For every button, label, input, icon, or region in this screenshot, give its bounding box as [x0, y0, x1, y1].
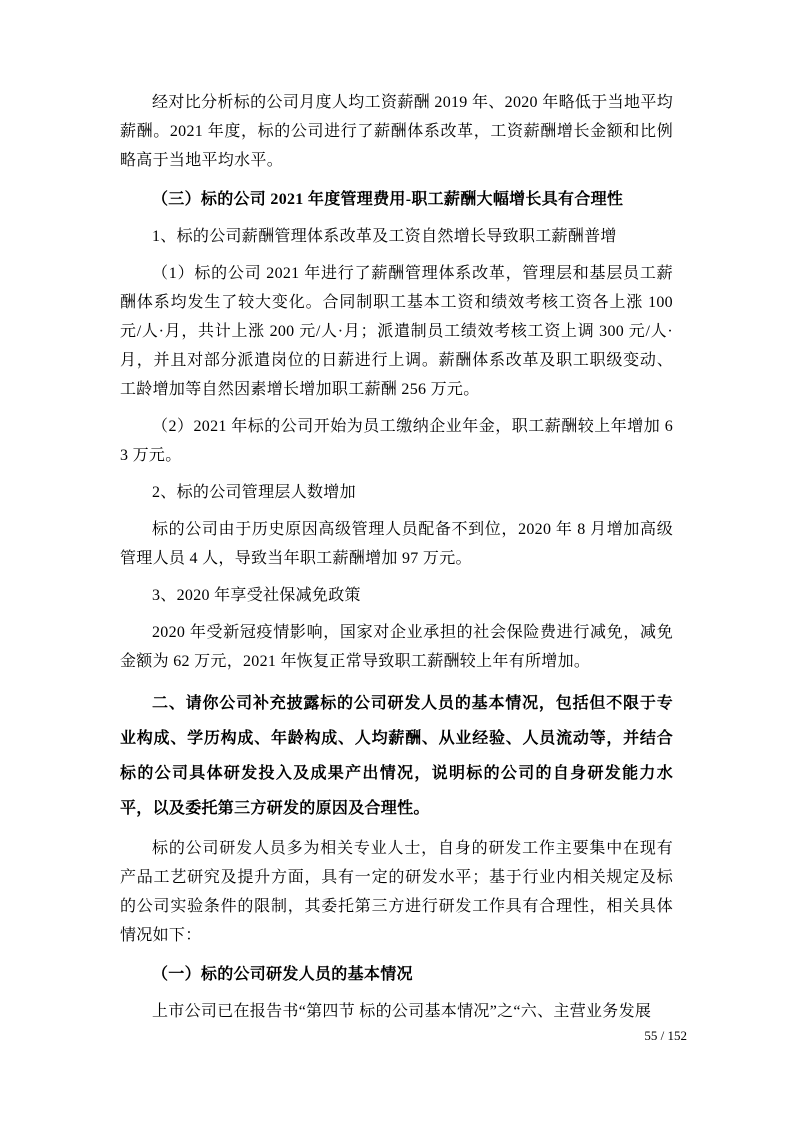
subheading-2-management-headcount: 2、标的公司管理层人数增加 [152, 484, 356, 501]
heading-section-one-rd-personnel: （一）标的公司研发人员的基本情况 [152, 966, 413, 983]
para-management-headcount-detail: 标的公司由于历史原因高级管理人员配备不到位，2020 年 8 月增加高级管理人员 4 人，导致当年职工薪酬增加 97 万元。 [120, 521, 673, 567]
para-salary-comparison: 经对比分析标的公司月度人均工资薪酬 2019 年、2020 年略低于当地平均薪酬。2021 年度，标的公司进行了薪酬体系改革，工资薪酬增长金额和比例略高于当地平均水平。 [120, 94, 673, 169]
page-number: 55 / 152 [644, 1028, 687, 1043]
para-salary-reform-detail: （1）标的公司 2021 年进行了薪酬管理体系改革，管理层和基层员工薪酬体系均发生了较大变化。合同制职工基本工资和绩效考核工资各上涨 100 元/人·月，共计上涨 200 元/人·月；派遣制员工绩效考核工资上调 300 元/人·月，并且对部分派遣岗位的日薪进行上调。薪酬体系改革及职工职级变动、工龄增加等自然因素增长增加职工薪酬 256 万元。 [120, 265, 673, 398]
document-content [120, 88, 673, 1034]
para-rd-capability-overview: 标的公司研发人员多为相关专业人士，自身的研发工作主要集中在现有产品工艺研究及提升方面，具有一定的研发水平；基于行业内相关规定及标的公司实验条件的限制，其委托第三方进行研发工作具有合理性，相关具体情况如下： [120, 840, 673, 944]
para-enterprise-annuity: （2）2021 年标的公司开始为员工缴纳企业年金，职工薪酬较上年增加 63 万元。 [120, 418, 673, 464]
subheading-3-social-security-relief: 3、2020 年享受社保减免政策 [152, 587, 361, 604]
subheading-1-salary-reform: 1、标的公司薪酬管理体系改革及工资自然增长导致职工薪酬普增 [152, 228, 617, 245]
para-social-security-relief-detail: 2020 年受新冠疫情影响，国家对企业承担的社会保险费进行减免，减免金额为 62 万元，2021 年恢复正常导致职工薪酬较上年有所增加。 [120, 624, 673, 670]
para-report-reference: 上市公司已在报告书“第四节 标的公司基本情况”之“六、主营业务发展 [152, 1003, 652, 1020]
question-two-rd-personnel-disclosure: 二、请你公司补充披露标的公司研发人员的基本情况，包括但不限于专业构成、学历构成、年龄构成、人均薪酬、从业经验、人员流动等，并结合标的公司具体研发投入及成果产出情况，说明标的公司的自身研发能力水平，以及委托第三方研发的原因及合理性。 [120, 695, 673, 817]
heading-section-three-salary-growth: （三）标的公司 2021 年度管理费用-职工薪酬大幅增长具有合理性 [152, 191, 624, 208]
